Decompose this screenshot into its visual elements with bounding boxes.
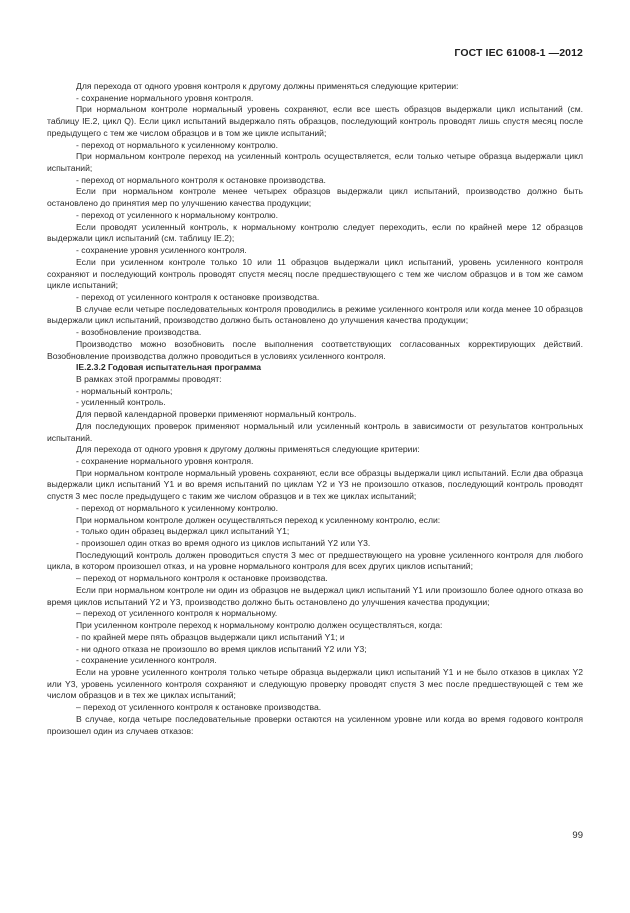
- paragraph: В случае если четыре последовательных контроля проводились в режиме усиленного контроля или когда менее 10 образцов выдержали цикл испытаний, производство должно быть остановлено до улучшения качества продукции;: [47, 303, 583, 326]
- paragraph: – переход от усиленного контроля к остановке производства.: [76, 702, 322, 713]
- page-header: ГОСТ IEC 61008-1 —2012: [454, 47, 583, 59]
- paragraph: Последующий контроль должен проводиться спустя 3 мес от предшествующего на уровне усиленного контроля для любого цикла, в котором произошел отказ, и на уровне нормального контроля для всех других циклов испытаний;: [47, 549, 583, 572]
- paragraph: - переход от нормального контроля к остановке производства.: [76, 174, 326, 185]
- paragraph: Если при нормальном контроле ни один из образцов не выдержал цикл испытаний Y1 или произошло более одного отказа во время циклов испытаний Y2 и Y3, производство должно быть остановлено до улучшения качества продукции;: [47, 584, 583, 607]
- paragraph: Если при усиленном контроле только 10 или 11 образцов выдержали цикл испытаний, уровень усиленного контроля сохраняют и последующий контроль проводят спустя месяц после предшествующего с тем же числом образцов и в том же самом цикле испытаний;: [47, 256, 583, 291]
- paragraph: - только один образец выдержал цикл испытаний Y1;: [76, 526, 290, 537]
- paragraph: - сохранение уровня усиленного контроля.: [76, 245, 247, 256]
- paragraph: – переход от усиленного контроля к нормальному.: [76, 608, 278, 619]
- paragraph: Если на уровне усиленного контроля только четыре образца выдержали цикл испытаний Y1 и не было отказов в циклах Y2 или Y3, уровень усиленного контроля сохраняют и следующую проверку проводят спустя 3 мес после предшествующей с тем же числом образцов и в тех же циклах испытаний;: [47, 666, 583, 701]
- paragraph: В рамках этой программы проводят:: [76, 373, 222, 384]
- paragraph: Для перехода от одного уровня контроля к другому должны применяться следующие критерии:: [76, 81, 459, 91]
- paragraph: В случае, когда четыре последовательные проверки остаются на усиленном уровне или когда во время годового контроля произошел один из случаев отказов:: [47, 713, 583, 736]
- paragraph: - сохранение нормального уровня контроля.: [76, 456, 254, 466]
- page-number: 99: [572, 830, 583, 841]
- paragraph: При нормальном контроле должен осуществляться переход к усиленному контролю, если:: [76, 514, 441, 525]
- paragraph: - сохранение нормального уровня контроля.: [76, 92, 254, 103]
- paragraph: - возобновление производства.: [76, 327, 202, 338]
- paragraph: Для последующих проверок применяют нормальный или усиленный контроль в зависимости от результатов контрольных испытаний.: [47, 420, 583, 443]
- paragraph: Производство можно возобновить после выполнения соответствующих согласованных корректирующих действий. Возобновление производства должно проводиться в условиях усиленного контроля.: [47, 338, 583, 361]
- paragraph: При нормальном контроле нормальный уровень сохраняют, если все образцы выдержали цикл испытаний. Если два образца выдержали цикл испытаний Y1 и во время испытаний по циклам Y2 и Y3 не произошло отказов, последующий контроль проводят спустя 3 мес после предыдущего с таким же числом образцов и в тех же циклах испытаний;: [47, 467, 583, 502]
- paragraph: – переход от нормального контроля к остановке производства.: [76, 573, 328, 584]
- paragraph: При нормальном контроле переход на усиленный контроль осуществляется, если только четыре образца выдержали цикл испытаний;: [47, 151, 583, 174]
- paragraph: - усиленный контроль.: [76, 397, 166, 408]
- paragraph: - по крайней мере пять образцов выдержали цикл испытаний Y1; и: [76, 631, 345, 642]
- paragraph: - переход от усиленного контроля к остановке производства.: [76, 291, 320, 302]
- paragraph: - произошел один отказ во время одного из циклов испытаний Y2 или Y3.: [76, 538, 371, 549]
- paragraph: - переход от усиленного к нормальному контролю.: [76, 209, 279, 220]
- paragraph: При нормальном контроле нормальный уровень сохраняют, если все шесть образцов выдержали цикл испытаний (см. таблицу IE.2, цикл Q). Если цикл испытаний выдержало пять образцов, последующий контроль проводят лишь спустя месяц после предыдущего с тем же числом образцов и в том же цикле испытаний;: [47, 104, 583, 138]
- paragraph: Если проводят усиленный контроль, к нормальному контролю следует переходить, если по крайней мере 12 образцов выдержали цикл испытаний (см. таблицу IE.2);: [47, 221, 583, 244]
- paragraph: - переход от нормального к усиленному контролю.: [76, 502, 279, 513]
- section-heading: IE.2.3.2 Годовая испытательная программа: [76, 362, 262, 373]
- paragraph: - переход от нормального к усиленному контролю.: [76, 139, 279, 150]
- paragraph: Для перехода от одного уровня к другому должны применяться следующие критерии:: [76, 444, 420, 455]
- paragraph: - нормальный контроль;: [76, 385, 173, 396]
- paragraph: - ни одного отказа не произошло во время циклов испытаний Y2 или Y3;: [76, 643, 367, 654]
- paragraph: При усиленном контроле переход к нормальному контролю должен осуществляться, когда:: [76, 620, 443, 631]
- paragraph: - сохранение усиленного контроля.: [76, 655, 217, 666]
- document-body: [47, 81, 583, 737]
- paragraph: Если при нормальном контроле менее четырех образцов выдержали цикл испытаний, производство должно быть остановлено до принятия мер по улучшению качества продукции;: [47, 186, 583, 209]
- paragraph: Для первой календарной проверки применяют нормальный контроль.: [76, 409, 357, 420]
